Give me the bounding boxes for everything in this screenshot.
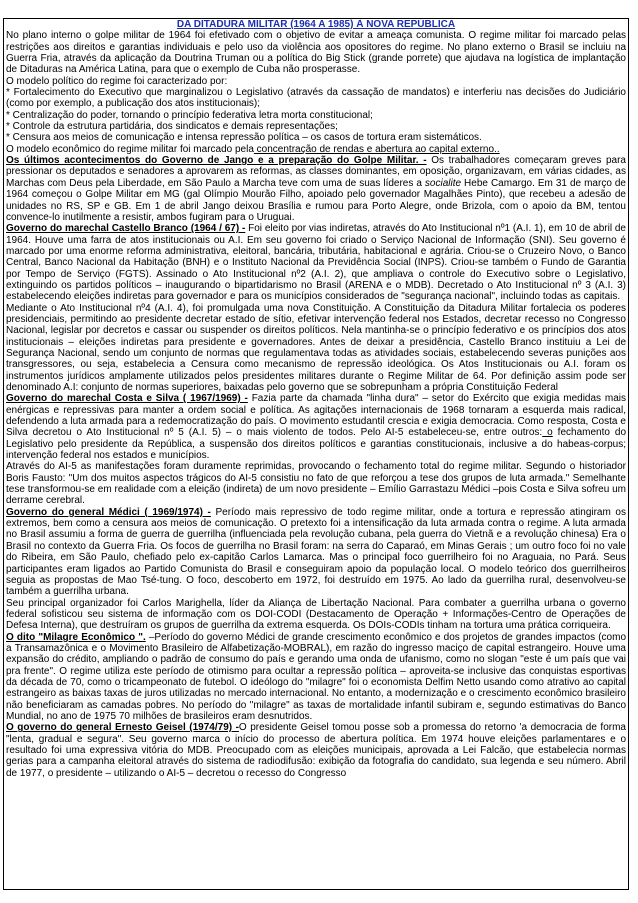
paragraph [6, 76, 626, 87]
italic-text: socialite [424, 177, 462, 189]
section-heading: Governo do marechal Castello Branco (1964 / 67) - [6, 223, 246, 235]
paragraph-text: Os trabalhadores começaram greves para pressionar os deputados e senadores a aprovarem as reformas, as classes dominantes, em oposição, organizavam, em várias cidades, as Marchas com Deus pela Liberdade, em São Paulo a Marcha teve com uma de suas líderes a [6, 155, 626, 189]
paragraph [6, 632, 626, 723]
paragraph-text: * Censura aos meios de comunicação e intensa repressão política – os casos de tortura eram sistemáticos. [6, 132, 482, 144]
section-heading: Os últimos acontecimentos do Governo de Jango e a preparação do Golpe Militar. - [6, 155, 427, 167]
paragraph [6, 598, 626, 632]
paragraph [6, 303, 626, 394]
underlined-text: concentração de rendas e abertura ao capital externo.. [253, 143, 500, 155]
paragraph-text: * Centralização do poder, tornando o princípio federativa letra morta constitucional; [6, 109, 373, 121]
section-heading: Governo do general Médici ( 1969/1974) - [6, 506, 211, 518]
paragraph-text: Hebe Camargo. Em 31 de março de 1964 começou o Golpe Militar em MG (gal Olímpio Mourão Filho, apoiado pelo governador Magalhães Pinto), que recebeu a adesão de unidades no RS, SP e GB. Em 1 de abril Jango deixou Brasília e rumou para Porto Alegre, onde Brizola, com o apoio da BM, tentou convence-lo inutilmente a resistir, ambos fugiram para o Uruguai. [6, 177, 626, 223]
paragraph [6, 507, 626, 598]
paragraph-text: O presidente Geisel tomou posse sob a promessa do retorno 'a democracia de forma "lenta, gradual e segura". Seu governo marca o início do processo de abertura política. Em 1974 houve eleições parlamentares e o resultado foi uma expressiva vitória do MDB. Preocupado com as eleições municipais, aprovada a Lei Falcão, que estabelecia normas gerias para a campanha eleitoral através do sistema de radiodifusão: exibição da fotografia do candidato, sua legenda e seu número. Abril de 1977, o presidente – utilizando o AI-5 – decretou o recesso do Congresso [6, 722, 626, 779]
paragraph [6, 223, 626, 302]
section-heading: Governo do marechal Costa e Silva ( 1967/1969) - [6, 393, 248, 405]
document-page [3, 18, 629, 890]
paragraph-text: Seu principal organizador foi Carlos Marighella, líder da Aliança de Libertação Nacional. Para combater a guerrilha urbana o governo federal sofisticou seu sistema de informação com os DOI-CODI (Destacamento de Operação + Informações-Centro de Operações de Defesa Interna), que destruíram os grupos de guerrilha da extrema esquerda. Os DOIs-CODIs tinham na tortura uma prática corriqueira. [6, 597, 626, 632]
document-body [6, 30, 626, 779]
paragraph-text: fechamento do Legislativo pelo presidente da República, a suspensão dos direitos políticos e garantias constitucionais, inclusive a do habeas-corpus; intervenção federal nos estados e municípios. [6, 427, 627, 462]
paragraph [6, 461, 626, 506]
paragraph-text: Através do AI-5 as manifestações foram duramente reprimidas, provocando o fechamento total do regime militar. Segundo o historiador Boris Fausto: "Um dos muitos aspectos trágicos do AI-5 consistiu no fato de que reforçou a tese dos grupos de luta armada." Semelhante tese transformou-se em realidade com a eleição (indireta) de um novo presidente – Emílio Garrastazu Médici –pois Costa e Silva sofreu um derrame cerebral. [6, 461, 626, 507]
paragraph-text: Período mais repressivo de todo regime militar, onde a tortura e repressão atingiram os extremos, bem como a censura aos meios de comunicação. O pretexto foi a intensificação da luta armada contra o regime. A luta armada no Brasil assumiu a forma de guerra de guerrilha (influenciada pela revolução cubana, pela guerra do Vietnã e a revolução chinesa) Era o Brasil no contexto da Guerra Fria. Os focos de guerrilha no Brasil foram: na serra do Caparaó, em Minas Gerais ; um outro foco foi no vale do Ribeira, em São Paulo, chefiado pelo ex-capitão Carlos Lamarca. Mas o principal foco guerrilheiro foi no Araguaia, no Pará. Seus participantes eram ligados ao Partido Comunista do Brasil e conseguiram apoio da população local. O modelo teórico dos guerrilheiros seguia as propostas de Mao Tsé-tung. O foco, descoberto em 1972, foi destruído em 1975. Ao lado da guerrilha rural, desenvolveu-se também a guerrilha urbana. [6, 506, 626, 598]
paragraph-text: O modelo político do regime foi caracterizado por: [6, 75, 228, 87]
document-title: DA DITADURA MILITAR (1964 A 1985) À NOVA REPÚBLICA [176, 19, 456, 30]
paragraph [6, 121, 626, 132]
paragraph [6, 30, 626, 75]
paragraph-text: Fazia parte da chamada "linha dura" – setor do Exército que exigia medidas mais enérgicas e repressivas para manter a ordem social e política. As agitações internacionais de 1968 tornaram a esquerda mais radical, defendendo a luta armada para a redemocratização do país. O movimento estudantil crescia e exigia democracia. Como resposta, Costa e Silva decretou o Ato Institucional nº 5 (A.I. 5) – o mais violento de todos. Pelo AI-5 estabeleceu-se, entre outros: [6, 393, 626, 439]
paragraph [6, 87, 626, 110]
section-heading: O governo do general Ernesto Geisel (1974/79) - [6, 722, 239, 734]
paragraph [6, 155, 626, 223]
paragraph-text: Mediante o Ato Institucional nº4 (A.I. 4), foi promulgada uma nova Constituição. A Constituição da Ditadura Militar fortalecia os poderes presidenciais, permitindo ao presidente decretar estado de sítio, efetivar intervenção federal nos Estados, decretar recesso no Congresso Nacional, legislar por decretos e cassar ou suspender os direitos políticos. Nela mantinha-se o princípio federativo e os princípios dos atos institucionais – eleições indiretas para presidente e governadores. Antes de deixar a presidência, Castello Branco instituiu a Lei de Segurança Nacional, sendo um conjunto de normas que regulamentava todas as atividades sociais, estabelecendo severas punições aos transgressores, ou seja, estabelecia a Censura como mecanismo de repressão ideológica. Os Atos Institucionais ou A.I. foram os instrumentos jurídicos amplamente utilizados pelos presidentes militares durante o Regime Militar de 64. Por definição assim pode ser denominado A.I: conjunto de normas superiores, baixadas pelo governo que se sobrepunham a própria Constituição Federal [6, 302, 626, 393]
paragraph-text: * Fortalecimento do Executivo que marginalizou o Legislativo (através da cassação de mandatos) e interferiu nas decisões do Judiciário (como por exemplo, a publicação dos atos institucionais); [6, 87, 626, 110]
section-heading: O dito "Milagre Econômico ". [6, 631, 146, 643]
paragraph [6, 722, 626, 779]
paragraph-text: –Período do governo Médici de grande crescimento econômico e dos projetos de grandes impactos (como a Transamazônica e o Movimento Brasileiro de Alfabetização-MOBRAL), em razão do ingresso maciço de capital estrangeiro. Houve uma expansão do crédito, ampliando o padrão de consumo do país e gerando uma onda de ufanismo, como no slogan "este é um país que vai pra frente". O regime utiliza este período de otimismo para ocultar a repressão política – aproveita-se inclusive das conquistas esportivas da década de 70, como o tricampeonato de futebol. O ideólogo do "milagre" foi o economista Delfim Netto usando como atrativo ao capital estrangeiro as baixas taxas de juros utilizadas no mercado internacional. No entanto, a modernização e o crescimento econômico brasileiro não beneficiaram as camadas pobres. No período do "milagre" as taxas de mortalidade infantil subiram e, segundo estimativas do Banco Mundial, no ano de 1975 70 milhões de brasileiros eram desnutridos. [6, 631, 627, 722]
paragraph [6, 144, 626, 155]
paragraph-text: O modelo econômico do regime militar foi marcado pela [6, 143, 254, 155]
paragraph-text: Foi eleito por vias indiretas, através do Ato Institucional nº1 (A.I. 1), em 10 de abril de 1964. Houve uma farra de atos institucionais ou A.I. Em seu governo foi criado o Serviço Nacional de Informação (SNI). Seu governo é marcado por uma enorme reforma administrativa, eleitoral, bancária, tributária, habitacional e agrária. Criou-se o Cruzeiro Novo, o Banco Central, Banco Nacional da Habitação (BNH) e o Instituto Nacional da Previdência Social (INPS). Criou-se também o Fundo de Garantia por Tempo de Serviço (FGTS). Assinado o Ato Institucional nº2 (A.I. 2), que ampliava o controle do Executivo sobre o Legislativo, extinguindo os partidos políticos – inaugurando o bipartidarismo no Brasil (ARENA e o MDB). Decretado o Ato Institucional nº 3 (A.I. 3) estabelecendo eleições indiretas para governador e para os municípios considerados de "segurança nacional", incluindo todas as capitais. [6, 223, 626, 303]
paragraph [6, 393, 626, 461]
paragraph-text: * Controle da estrutura partidária, dos sindicatos e demais representações; [6, 121, 338, 133]
paragraph [6, 110, 626, 121]
paragraph [6, 132, 626, 143]
underlined-text: o [542, 427, 553, 439]
paragraph-text: No plano interno o golpe militar de 1964 foi efetivado com o objetivo de evitar a ameaça comunista. O regime militar foi marcado pelas restrições aos direitos e garantias individuais e pelo uso da violência aos opositores do regime. No plano externo o Brasil se incluiu na Guerra Fria, através da aplicação da Doutrina Truman ou a política do Big Stick (grande porrete) que ajudava na logística de implantação de Ditaduras na América Latina, para que o exemplo de Cuba não prosperasse. [6, 30, 626, 76]
